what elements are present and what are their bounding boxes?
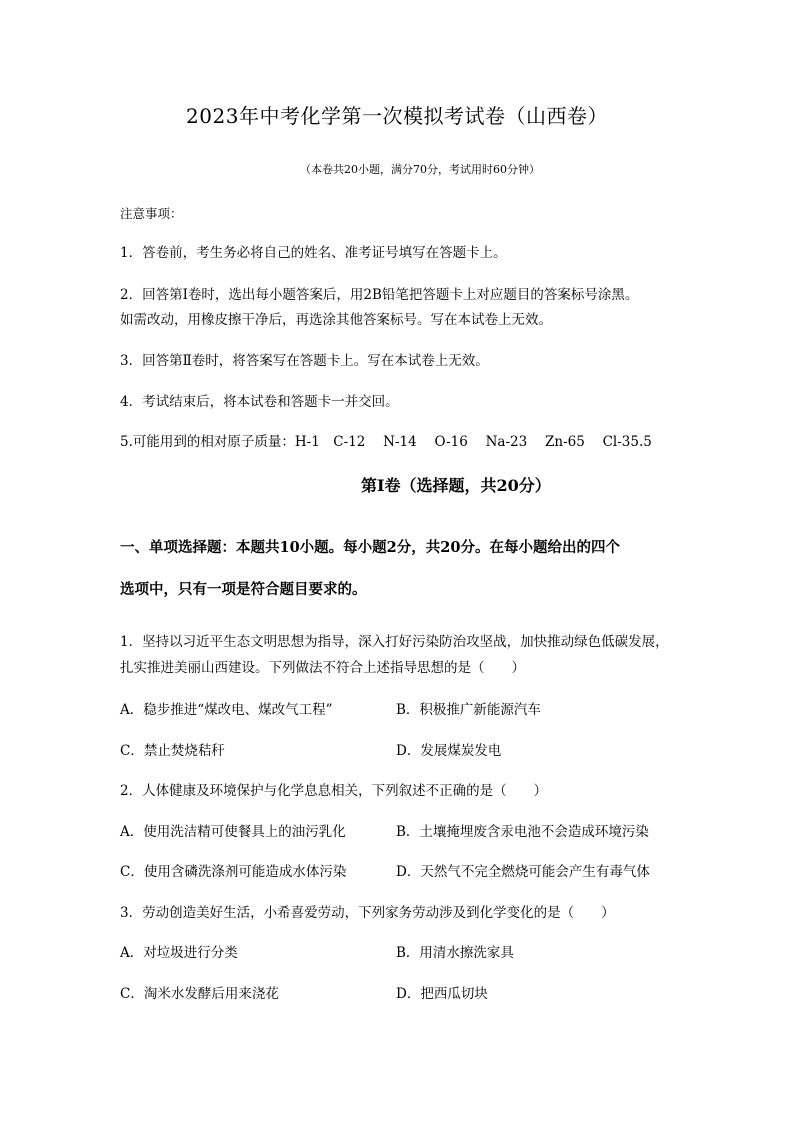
question-3-stem: 3．劳动创造美好生活，小希喜爱劳动，下列家务劳动涉及到化学变化的是（ ） <box>120 905 615 921</box>
question-2-option-d: D．天然气不完全燃烧可能会产生有毒气体 <box>396 864 650 880</box>
question-2-option-b: B．土壤掩埋废含汞电池不会造成环境污染 <box>396 824 649 840</box>
notice-item-2: 2．回答第Ⅰ卷时，选出每小题答案后，用2B铅笔把答题卡上对应题目的答案标号涂黑。 <box>120 287 639 303</box>
question-2-option-c: C．使用含磷洗涤剂可能造成水体污染 <box>120 864 347 880</box>
notice-item-3: 3．回答第Ⅱ卷时，将答案写在答题卡上。写在本试卷上无效。 <box>120 353 489 369</box>
question-3-option-a: A．对垃圾进行分类 <box>120 945 238 961</box>
exam-title: 2023年中考化学第一次模拟考试卷（山西卷） <box>186 104 608 128</box>
part-title-line2: 选项中，只有一项是符合题目要求的。 <box>120 581 367 598</box>
notice-item-1: 1．答卷前，考生务必将自己的姓名、准考证号填写在答题卡上。 <box>120 245 507 261</box>
question-1-option-d: D．发展煤炭发电 <box>396 743 502 759</box>
question-1-option-a: A．稳步推进“煤改电、煤改气工程” <box>120 702 333 718</box>
notice-heading: 注意事项： <box>120 206 183 221</box>
section-title: 第Ⅰ卷（选择题，共20分） <box>361 476 551 495</box>
notice-item-2-cont: 如需改动，用橡皮擦干净后，再选涂其他答案标号。写在本试卷上无效。 <box>120 312 552 328</box>
question-2-option-a: A．使用洗洁精可使餐具上的油污乳化 <box>120 824 346 840</box>
question-3-option-b: B．用清水擦洗家具 <box>396 945 514 961</box>
question-2-stem: 2．人体健康及环境保护与化学息息相关，下列叙述不正确的是（ ） <box>120 783 548 799</box>
exam-subtitle: （本卷共20小题，满分70分，考试用时60分钟） <box>300 163 540 176</box>
notice-item-5: 5.可能用到的相对原子质量：H-1 C-12 N-14 O-16 Na-23 Zn-65 Cl-35.5 <box>120 434 652 450</box>
question-1-option-c: C．禁止焚烧秸秆 <box>120 743 225 759</box>
notice-item-4: 4．考试结束后，将本试卷和答题卡一并交回。 <box>120 394 399 410</box>
part-title-line1: 一、单项选择题：本题共10小题。每小题2分，共20分。在每小题给出的四个 <box>120 539 620 556</box>
question-3-option-d: D．把西瓜切块 <box>396 986 488 1002</box>
question-1-stem-cont: 扎实推进美丽山西建设。下列做法不符合上述指导思想的是（ ） <box>120 660 525 676</box>
question-3-option-c: C．淘米水发酵后用来浇花 <box>120 986 279 1002</box>
question-1-option-b: B．积极推广新能源汽车 <box>396 702 541 718</box>
question-1-stem: 1．坚持以习近平生态文明思想为指导，深入打好污染防治攻坚战，加快推动绿色低碳发展， <box>120 634 669 650</box>
